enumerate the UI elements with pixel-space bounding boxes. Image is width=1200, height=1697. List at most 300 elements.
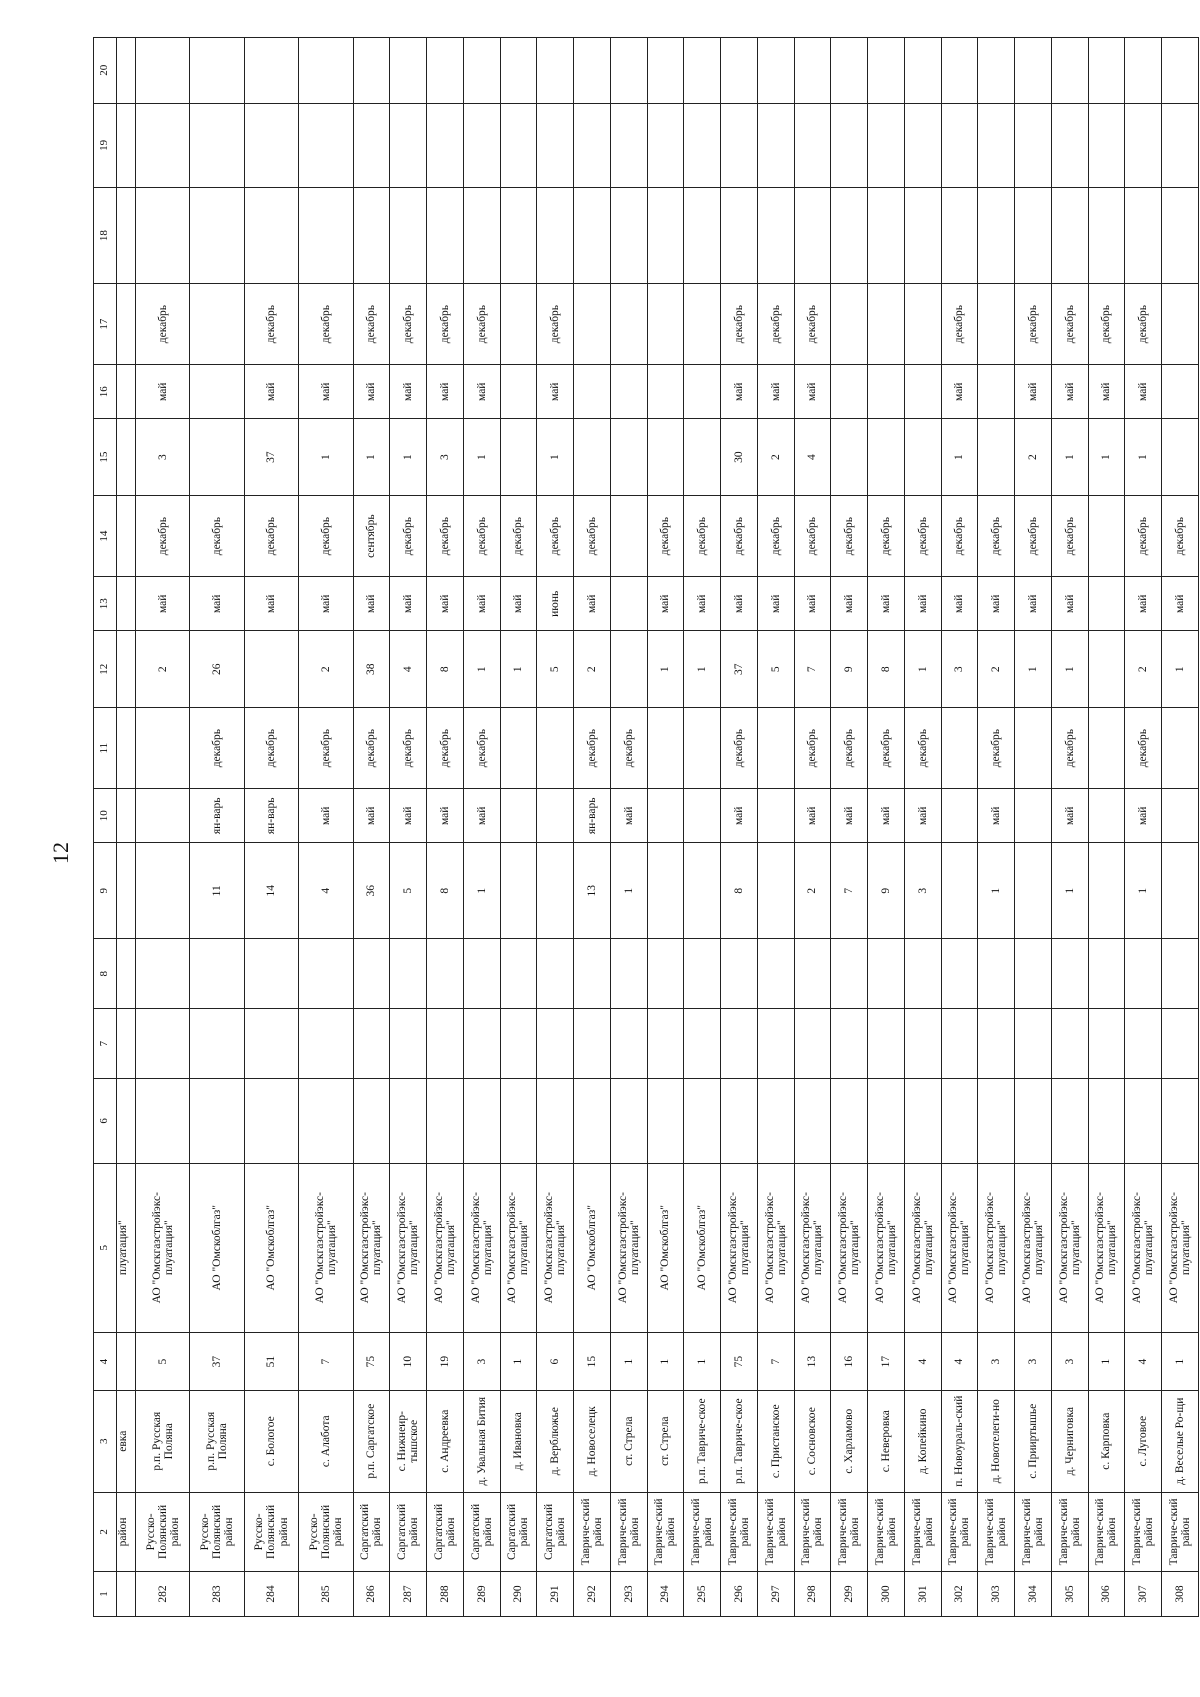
table-cell-col-10: май [610, 789, 647, 843]
table-cell-col-14: сентябрь [353, 496, 390, 577]
table-cell-col-16: май [390, 365, 427, 419]
table-cell-col-1: 304 [1015, 1571, 1052, 1616]
table-cell-col-19 [244, 103, 298, 188]
table-cell-col-4: 13 [794, 1332, 831, 1391]
table-row [831, 38, 868, 1617]
table-cell-col-3: 3 [94, 1391, 117, 1493]
table-cell-col-20 [904, 38, 941, 104]
table-cell-col-13: май [1162, 577, 1199, 631]
table-cell-col-8 [1015, 939, 1052, 1009]
table-cell-col-14: декабрь [427, 496, 464, 577]
table-cell-col-10: май [299, 789, 353, 843]
table-cell-col-10 [1015, 789, 1052, 843]
table-cell-col-15 [610, 419, 647, 496]
table-cell-col-5: АО "Омскоблгаз" [684, 1163, 721, 1332]
table-cell-col-7: 7 [94, 1009, 117, 1079]
table-row [463, 38, 500, 1617]
table-cell-col-3: ст. Стрела [647, 1391, 684, 1493]
table-cell-col-7 [390, 1009, 427, 1079]
table-cell-col-4: 5 [136, 1332, 190, 1391]
table-cell-col-10: май [794, 789, 831, 843]
table-cell-col-9: 14 [244, 843, 298, 939]
table-cell-col-16: май [941, 365, 978, 419]
table-cell-col-14: декабрь [904, 496, 941, 577]
table-cell-col-3: с. Харламово [831, 1391, 868, 1493]
table-cell-col-7 [190, 1009, 244, 1079]
table-cell-col-3: д. Новоселецк [574, 1391, 611, 1493]
table-cell-col-10: 10 [94, 789, 117, 843]
table-cell-col-6 [978, 1079, 1015, 1164]
table-cell-col-17: декабрь [1125, 284, 1162, 365]
table-cell-col-6 [1051, 1079, 1088, 1164]
table-cell-col-14: декабрь [721, 496, 758, 577]
table-cell-col-19 [353, 103, 390, 188]
table-row [1051, 38, 1088, 1617]
table-cell-col-6 [427, 1079, 464, 1164]
table-row [537, 38, 574, 1617]
table-cell-col-17: декабрь [390, 284, 427, 365]
table-cell-col-16 [684, 365, 721, 419]
table-cell-col-16 [610, 365, 647, 419]
table-cell-col-5: АО "Омскгазстройэкс-плуатация" [868, 1163, 905, 1332]
table-cell-col-16: май [463, 365, 500, 419]
table-cell-col-19 [190, 103, 244, 188]
table-cell-col-8 [647, 939, 684, 1009]
table-row [1125, 38, 1162, 1617]
table-cell-col-8 [1125, 939, 1162, 1009]
table-cell-col-9: 2 [794, 843, 831, 939]
table-cell-col-10 [941, 789, 978, 843]
table-cell-col-2: Русско-Полянский район [244, 1492, 298, 1571]
table-cell-col-18 [463, 188, 500, 284]
table-cell-col-15 [500, 419, 537, 496]
table-cell-col-14: декабрь [500, 496, 537, 577]
table-cell-col-20 [1162, 38, 1199, 104]
table-cell-col-17: декабрь [794, 284, 831, 365]
table-cell-col-17: декабрь [136, 284, 190, 365]
table-cell-col-19: 19 [94, 103, 117, 188]
table-cell-col-14: декабрь [868, 496, 905, 577]
table-cell-col-14: декабрь [941, 496, 978, 577]
table-cell-col-2: Саргатский район [427, 1492, 464, 1571]
page-number: 12 [48, 842, 73, 864]
table-row [868, 38, 905, 1617]
table-cell-col-2: Саргатский район [500, 1492, 537, 1571]
table-cell-col-10 [136, 789, 190, 843]
table-cell-col-20 [1125, 38, 1162, 104]
table-cell-col-1: 301 [904, 1571, 941, 1616]
table-cell-col-4: 1 [500, 1332, 537, 1391]
table-cell-col-16 [904, 365, 941, 419]
table-cell-col-14: декабрь [757, 496, 794, 577]
table-cell-col-10 [757, 789, 794, 843]
table-cell-col-13: май [244, 577, 298, 631]
table-cell-col-13: май [721, 577, 758, 631]
table-body [94, 38, 1199, 1617]
table-cell-col-8 [574, 939, 611, 1009]
table-row [427, 38, 464, 1617]
table-cell-col-15: 1 [353, 419, 390, 496]
table-cell-col-8 [794, 939, 831, 1009]
table-cell-col-15 [904, 419, 941, 496]
table-cell-col-8 [904, 939, 941, 1009]
table-cell-col-14: декабрь [537, 496, 574, 577]
table-cell-col-10 [537, 789, 574, 843]
table-cell-col-20 [136, 38, 190, 104]
table-cell-col-11 [1015, 708, 1052, 789]
table-cell-col-11: декабрь [390, 708, 427, 789]
table-cell-col-11: декабрь [978, 708, 1015, 789]
table-cell-col-11: 11 [94, 708, 117, 789]
table-cell-col-3: р.п. Русская Поляна [136, 1391, 190, 1493]
table-cell-col-12 [1088, 631, 1125, 708]
table-cell-col-14: декабрь [647, 496, 684, 577]
table-cell-col-1: 1 [94, 1571, 117, 1616]
table-cell-col-3: с. Луговое [1125, 1391, 1162, 1493]
table-cell-col-1: 289 [463, 1571, 500, 1616]
table-cell-col-4: 19 [427, 1332, 464, 1391]
table-cell-col-15 [868, 419, 905, 496]
table-cell-col-1: 296 [721, 1571, 758, 1616]
table-cell-col-10: май [427, 789, 464, 843]
table-cell-col-5: АО "Омскгазстройэкс-плуатация" [757, 1163, 794, 1332]
table-cell-col-13: май [463, 577, 500, 631]
table-cell-col-19 [136, 103, 190, 188]
table-cell-col-3: с. Бологое [244, 1391, 298, 1493]
table-cell-col-12 [117, 631, 136, 708]
table-cell-col-20 [794, 38, 831, 104]
table-row [574, 38, 611, 1617]
table-cell-col-18 [537, 188, 574, 284]
table-cell-col-20 [390, 38, 427, 104]
table-cell-col-2: Тавриче-ский район [868, 1492, 905, 1571]
table-cell-col-5: АО "Омскгазстройэкс-плуатация" [500, 1163, 537, 1332]
table-cell-col-17 [500, 284, 537, 365]
table-cell-col-10 [500, 789, 537, 843]
table-cell-col-2: Тавриче-ский район [757, 1492, 794, 1571]
table-cell-col-1: 299 [831, 1571, 868, 1616]
table-cell-col-7 [941, 1009, 978, 1079]
table-cell-col-19 [299, 103, 353, 188]
table-cell-col-3: с. Неверовка [868, 1391, 905, 1493]
table-cell-col-1: 300 [868, 1571, 905, 1616]
table-cell-col-5: АО "Омскгазстройэкс-плуатация" [831, 1163, 868, 1332]
table-cell-col-9: 11 [190, 843, 244, 939]
table-cell-col-19 [500, 103, 537, 188]
table-cell-col-19 [1162, 103, 1199, 188]
table-cell-col-1: 302 [941, 1571, 978, 1616]
table-cell-col-2: район [117, 1492, 136, 1571]
table-cell-col-6 [299, 1079, 353, 1164]
table-cell-col-11 [136, 708, 190, 789]
table-cell-col-2: Тавриче-ский район [904, 1492, 941, 1571]
table-cell-col-9 [1162, 843, 1199, 939]
table-cell-col-15: 2 [1015, 419, 1052, 496]
table-cell-col-9 [647, 843, 684, 939]
table-cell-col-20 [500, 38, 537, 104]
table-cell-col-8: 8 [94, 939, 117, 1009]
table-cell-col-19 [427, 103, 464, 188]
table-cell-col-4: 37 [190, 1332, 244, 1391]
table-cell-col-15: 37 [244, 419, 298, 496]
table-cell-col-9: 8 [721, 843, 758, 939]
table-cell-col-8 [427, 939, 464, 1009]
table-cell-col-4: 75 [721, 1332, 758, 1391]
table-cell-col-13: май [941, 577, 978, 631]
table-cell-col-4: 6 [537, 1332, 574, 1391]
table-cell-col-5: АО "Омскгазстройэкс-плуатация" [390, 1163, 427, 1332]
table-cell-col-6 [1162, 1079, 1199, 1164]
table-cell-col-10: май [1125, 789, 1162, 843]
table-row [244, 38, 298, 1617]
table-cell-col-20 [299, 38, 353, 104]
table-cell-col-11: декабрь [610, 708, 647, 789]
table-cell-col-17 [1162, 284, 1199, 365]
table-cell-col-16: май [244, 365, 298, 419]
table-cell-col-7 [136, 1009, 190, 1079]
table-cell-col-18 [244, 188, 298, 284]
table-cell-col-12: 2 [299, 631, 353, 708]
table-cell-col-1: 283 [190, 1571, 244, 1616]
table-cell-col-2: Тавриче-ский район [1088, 1492, 1125, 1571]
table-cell-col-15 [647, 419, 684, 496]
table-cell-col-5: АО "Омскгазстройэкс-плуатация" [904, 1163, 941, 1332]
table-cell-col-3: ст. Стрела [610, 1391, 647, 1493]
table-cell-col-18 [978, 188, 1015, 284]
table-cell-col-9: 5 [390, 843, 427, 939]
table-cell-col-20 [190, 38, 244, 104]
table-cell-col-6: 6 [94, 1079, 117, 1164]
table-cell-col-9: 8 [427, 843, 464, 939]
table-cell-col-4: 51 [244, 1332, 298, 1391]
table-cell-col-19 [1125, 103, 1162, 188]
table-cell-col-13: май [794, 577, 831, 631]
table-cell-col-4: 1 [1088, 1332, 1125, 1391]
table-cell-col-4: 1 [610, 1332, 647, 1391]
table-cell-col-19 [941, 103, 978, 188]
table-cell-col-8 [1162, 939, 1199, 1009]
table-cell-col-9: 1 [978, 843, 1015, 939]
table-cell-col-10: ян-варь [244, 789, 298, 843]
table-cell-col-20 [117, 38, 136, 104]
table-cell-col-1: 288 [427, 1571, 464, 1616]
table-cell-col-8 [117, 939, 136, 1009]
table-cell-col-10: май [721, 789, 758, 843]
table-cell-col-14: декабрь [1162, 496, 1199, 577]
table-cell-col-14: декабрь [136, 496, 190, 577]
table-cell-col-17: декабрь [537, 284, 574, 365]
table-cell-col-8 [831, 939, 868, 1009]
table-cell-col-4: 1 [684, 1332, 721, 1391]
table-cell-col-7 [794, 1009, 831, 1079]
table-cell-col-8 [353, 939, 390, 1009]
table-cell-col-12: 2 [1125, 631, 1162, 708]
table-cell-col-1: 307 [1125, 1571, 1162, 1616]
table-cell-col-1: 284 [244, 1571, 298, 1616]
table-cell-col-18 [1015, 188, 1052, 284]
table-cell-col-3: р.п. Русская Поляна [190, 1391, 244, 1493]
table-cell-col-1: 286 [353, 1571, 390, 1616]
table-cell-col-15: 1 [299, 419, 353, 496]
table-cell-col-13: май [868, 577, 905, 631]
table-cell-col-1: 292 [574, 1571, 611, 1616]
table-cell-col-4: 3 [463, 1332, 500, 1391]
table-cell-col-6 [1125, 1079, 1162, 1164]
table-cell-col-16: май [1015, 365, 1052, 419]
table-cell-col-12: 1 [684, 631, 721, 708]
table-cell-col-1 [117, 1571, 136, 1616]
table-row [500, 38, 537, 1617]
table-cell-col-11 [1162, 708, 1199, 789]
table-cell-col-11 [941, 708, 978, 789]
table-cell-col-5: АО "Омскгазстройэкс-плуатация" [427, 1163, 464, 1332]
table-cell-col-11: декабрь [463, 708, 500, 789]
table-cell-col-11: декабрь [794, 708, 831, 789]
table-cell-col-13 [1088, 577, 1125, 631]
table-cell-col-17 [868, 284, 905, 365]
table-cell-col-2: Тавриче-ский район [794, 1492, 831, 1571]
table-cell-col-20 [831, 38, 868, 104]
table-cell-col-14: декабрь [794, 496, 831, 577]
table-cell-col-20 [463, 38, 500, 104]
table-cell-col-18 [684, 188, 721, 284]
table-cell-col-8 [721, 939, 758, 1009]
table-cell-col-17: декабрь [299, 284, 353, 365]
table-cell-col-18 [831, 188, 868, 284]
table-cell-col-1: 294 [647, 1571, 684, 1616]
table-cell-col-15: 3 [427, 419, 464, 496]
table-cell-col-8 [684, 939, 721, 1009]
table-cell-col-12: 3 [941, 631, 978, 708]
table-cell-col-7 [117, 1009, 136, 1079]
table-cell-col-10: май [463, 789, 500, 843]
table-cell-col-17: декабрь [353, 284, 390, 365]
table-cell-col-16: май [721, 365, 758, 419]
table-cell-col-2: Тавриче-ский район [574, 1492, 611, 1571]
table-cell-col-10: май [904, 789, 941, 843]
table-cell-col-18 [390, 188, 427, 284]
table-cell-col-17 [831, 284, 868, 365]
table-cell-col-12: 8 [427, 631, 464, 708]
table-cell-col-13: май [136, 577, 190, 631]
table-cell-col-20 [757, 38, 794, 104]
table-cell-col-13: май [427, 577, 464, 631]
table-cell-col-7 [537, 1009, 574, 1079]
table-cell-col-18 [353, 188, 390, 284]
table-cell-col-3: с. Алабота [299, 1391, 353, 1493]
table-cell-col-8 [244, 939, 298, 1009]
table-row [1015, 38, 1052, 1617]
table-cell-col-13: май [1015, 577, 1052, 631]
table-cell-col-8 [610, 939, 647, 1009]
table-cell-col-9: 36 [353, 843, 390, 939]
table-cell-col-12: 5 [537, 631, 574, 708]
table-cell-col-16: май [353, 365, 390, 419]
table-cell-col-13: июнь [537, 577, 574, 631]
table-cell-col-3: д. Новотелеги-но [978, 1391, 1015, 1493]
table-cell-col-6 [117, 1079, 136, 1164]
table-cell-col-3: с. Нижнеир-тышское [390, 1391, 427, 1493]
table-cell-col-13: 13 [94, 577, 117, 631]
table-cell-col-5: АО "Омскгазстройэкс-плуатация" [1162, 1163, 1199, 1332]
table-cell-col-6 [757, 1079, 794, 1164]
table-cell-col-6 [574, 1079, 611, 1164]
table-cell-col-5: АО "Омскгазстройэкс-плуатация" [353, 1163, 390, 1332]
table-cell-col-2: Саргатский район [463, 1492, 500, 1571]
table-cell-col-20 [978, 38, 1015, 104]
table-cell-col-20 [537, 38, 574, 104]
table-cell-col-11 [684, 708, 721, 789]
table-cell-col-1: 306 [1088, 1571, 1125, 1616]
table-cell-col-5: АО "Омскгазстройэкс-плуатация" [1088, 1163, 1125, 1332]
table-cell-col-12: 2 [978, 631, 1015, 708]
table-row [978, 38, 1015, 1617]
table-cell-col-12: 1 [1015, 631, 1052, 708]
table-cell-col-4: 75 [353, 1332, 390, 1391]
table-cell-col-12: 4 [390, 631, 427, 708]
table-cell-col-12: 1 [1162, 631, 1199, 708]
table-cell-col-1: 295 [684, 1571, 721, 1616]
table-cell-col-6 [868, 1079, 905, 1164]
table-cell-col-14: декабрь [190, 496, 244, 577]
table-cell-col-2: Русско-Полянский район [299, 1492, 353, 1571]
table-cell-col-7 [647, 1009, 684, 1079]
table-cell-col-17 [117, 284, 136, 365]
table-cell-col-11: декабрь [721, 708, 758, 789]
table-cell-col-17 [978, 284, 1015, 365]
table-cell-col-12: 1 [904, 631, 941, 708]
table-cell-col-10 [1088, 789, 1125, 843]
table-cell-col-11: декабрь [190, 708, 244, 789]
table-cell-col-1: 293 [610, 1571, 647, 1616]
table-cell-col-19 [684, 103, 721, 188]
table-cell-col-2: Тавриче-ский район [1051, 1492, 1088, 1571]
table-cell-col-2: Тавриче-ский район [1125, 1492, 1162, 1571]
table-cell-col-18 [500, 188, 537, 284]
table-cell-col-9: 1 [1125, 843, 1162, 939]
table-cell-col-19 [574, 103, 611, 188]
table-cell-col-16 [978, 365, 1015, 419]
table-cell-col-18: 18 [94, 188, 117, 284]
table-cell-col-8 [1051, 939, 1088, 1009]
table-cell-col-1: 290 [500, 1571, 537, 1616]
table-cell-col-19 [1088, 103, 1125, 188]
table-cell-col-4: 4 [904, 1332, 941, 1391]
table-row [794, 38, 831, 1617]
table-cell-col-14 [610, 496, 647, 577]
table-cell-col-3: р.п. Тавриче-ское [721, 1391, 758, 1493]
table-cell-col-8 [757, 939, 794, 1009]
table-cell-col-6 [684, 1079, 721, 1164]
table-cell-col-7 [1015, 1009, 1052, 1079]
table-cell-col-6 [500, 1079, 537, 1164]
table-cell-col-12: 1 [647, 631, 684, 708]
table-cell-col-5: АО "Омскгазстройэкс-плуатация" [136, 1163, 190, 1332]
table-cell-col-4: 1 [1162, 1332, 1199, 1391]
table-cell-col-16 [1162, 365, 1199, 419]
table-cell-col-2: Русско-Полянский район [136, 1492, 190, 1571]
table-cell-col-5: АО "Омскгазстройэкс-плуатация" [463, 1163, 500, 1332]
table-cell-col-12 [610, 631, 647, 708]
table-cell-col-13: май [299, 577, 353, 631]
table-cell-col-7 [1051, 1009, 1088, 1079]
table-cell-col-9 [757, 843, 794, 939]
table-cell-col-10 [1162, 789, 1199, 843]
table-cell-col-11: декабрь [574, 708, 611, 789]
table-cell-col-20 [1051, 38, 1088, 104]
table-cell-col-12 [244, 631, 298, 708]
table-cell-col-7 [463, 1009, 500, 1079]
